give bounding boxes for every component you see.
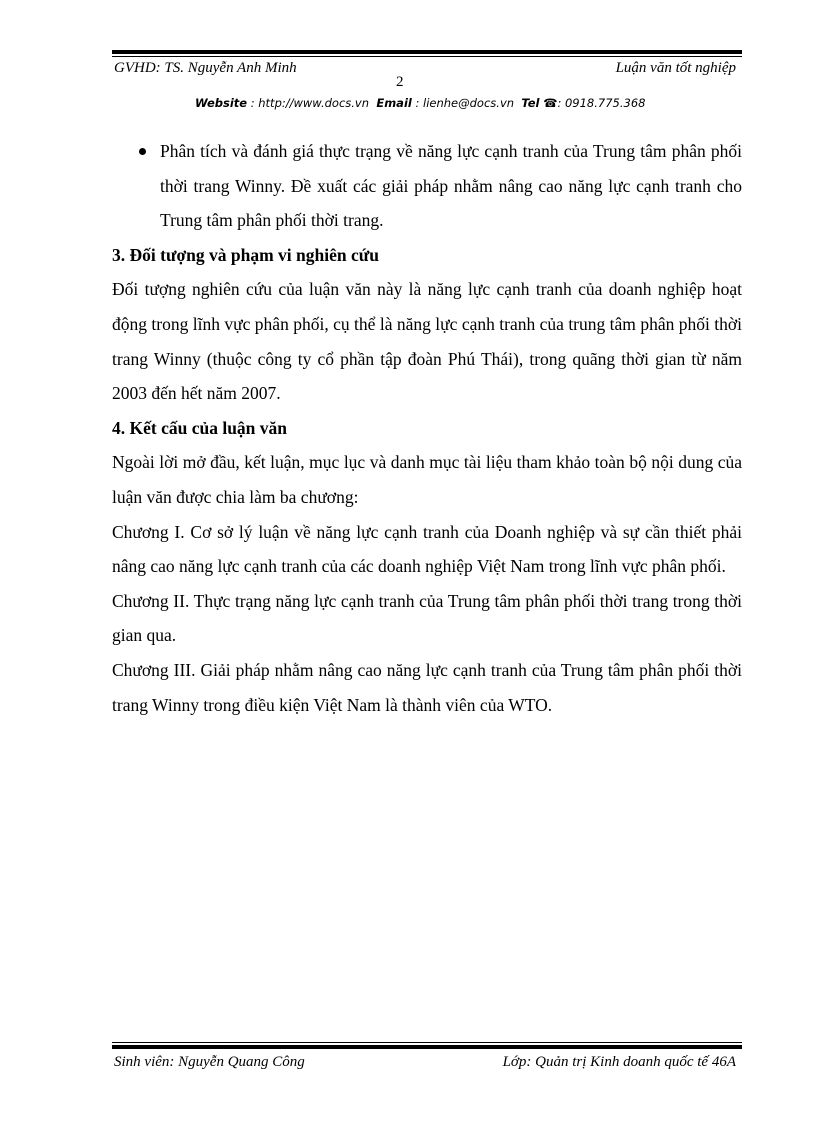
section-heading-3: 3. Đối tượng và phạm vi nghiên cứu	[112, 244, 379, 265]
footer-rule-thin	[112, 1042, 742, 1043]
footer-rule-thick	[112, 1045, 742, 1049]
chapter-3-description: Chương III. Giải pháp nhằm nâng cao năng lực cạnh tranh của Trung tâm phân phối thời trang Winny trong điều kiện Việt Nam là thành viên của WTO.	[112, 659, 742, 715]
website-link[interactable]: : http://www.docs.vn	[250, 96, 370, 110]
email-link[interactable]: : lienhe@docs.vn	[415, 96, 515, 110]
footer-student: Sinh viên: Nguyễn Quang Công	[114, 1054, 305, 1070]
header-rule-thin	[112, 56, 742, 57]
bullet-icon	[139, 148, 146, 155]
document-body	[112, 134, 742, 722]
tel-number: : 0918.775.368	[557, 96, 646, 110]
header-doc-type: Luận văn tốt nghiệp	[615, 60, 736, 76]
list-item	[112, 134, 742, 238]
footer-class: Lớp: Quản trị Kinh doanh quốc tế 46A	[502, 1054, 736, 1070]
tel-label: Tel	[521, 96, 540, 110]
chapter-2-description: Chương II. Thực trạng năng lực cạnh tranh của Trung tâm phân phối thời trang trong thời gian qua.	[112, 590, 742, 646]
page-number: 2	[396, 74, 404, 90]
phone-icon: ☎	[543, 96, 558, 110]
header-rule-thick	[112, 50, 742, 54]
section-4-paragraph: Ngoài lời mở đầu, kết luận, mục lục và danh mục tài liệu tham khảo toàn bộ nội dung của luận văn được chia làm ba chương:	[112, 452, 742, 507]
header-advisor: GVHD: TS. Nguyễn Anh Minh	[114, 60, 297, 76]
contact-line	[195, 96, 645, 110]
website-label: Website	[195, 96, 248, 110]
chapter-1-description: Chương I. Cơ sở lý luận về năng lực cạnh tranh của Doanh nghiệp và sự cần thiết phải nâng cao năng lực cạnh tranh của các doanh nghiệp Việt Nam trong lĩnh vực phân phối.	[112, 521, 742, 577]
section-3-paragraph: Đối tượng nghiên cứu của luận văn này là năng lực cạnh tranh của doanh nghiệp hoạt động trong lĩnh vực phân phối, cụ thể là năng lực cạnh tranh của trung tâm phân phối thời trang Winny (thuộc công ty cổ phần tập đoàn Phú Thái), trong quãng thời gian từ năm 2003 đến hết năm 2007.	[112, 279, 742, 404]
email-label: Email	[376, 96, 412, 110]
section-heading-4: 4. Kết cấu của luận văn	[112, 417, 288, 438]
bullet-text: Phân tích và đánh giá thực trạng về năng lực cạnh tranh của Trung tâm phân phối thời trang Winny. Đề xuất các giải pháp nhằm nâng cao năng lực cạnh tranh cho Trung tâm phân phối thời trang.	[160, 141, 742, 231]
